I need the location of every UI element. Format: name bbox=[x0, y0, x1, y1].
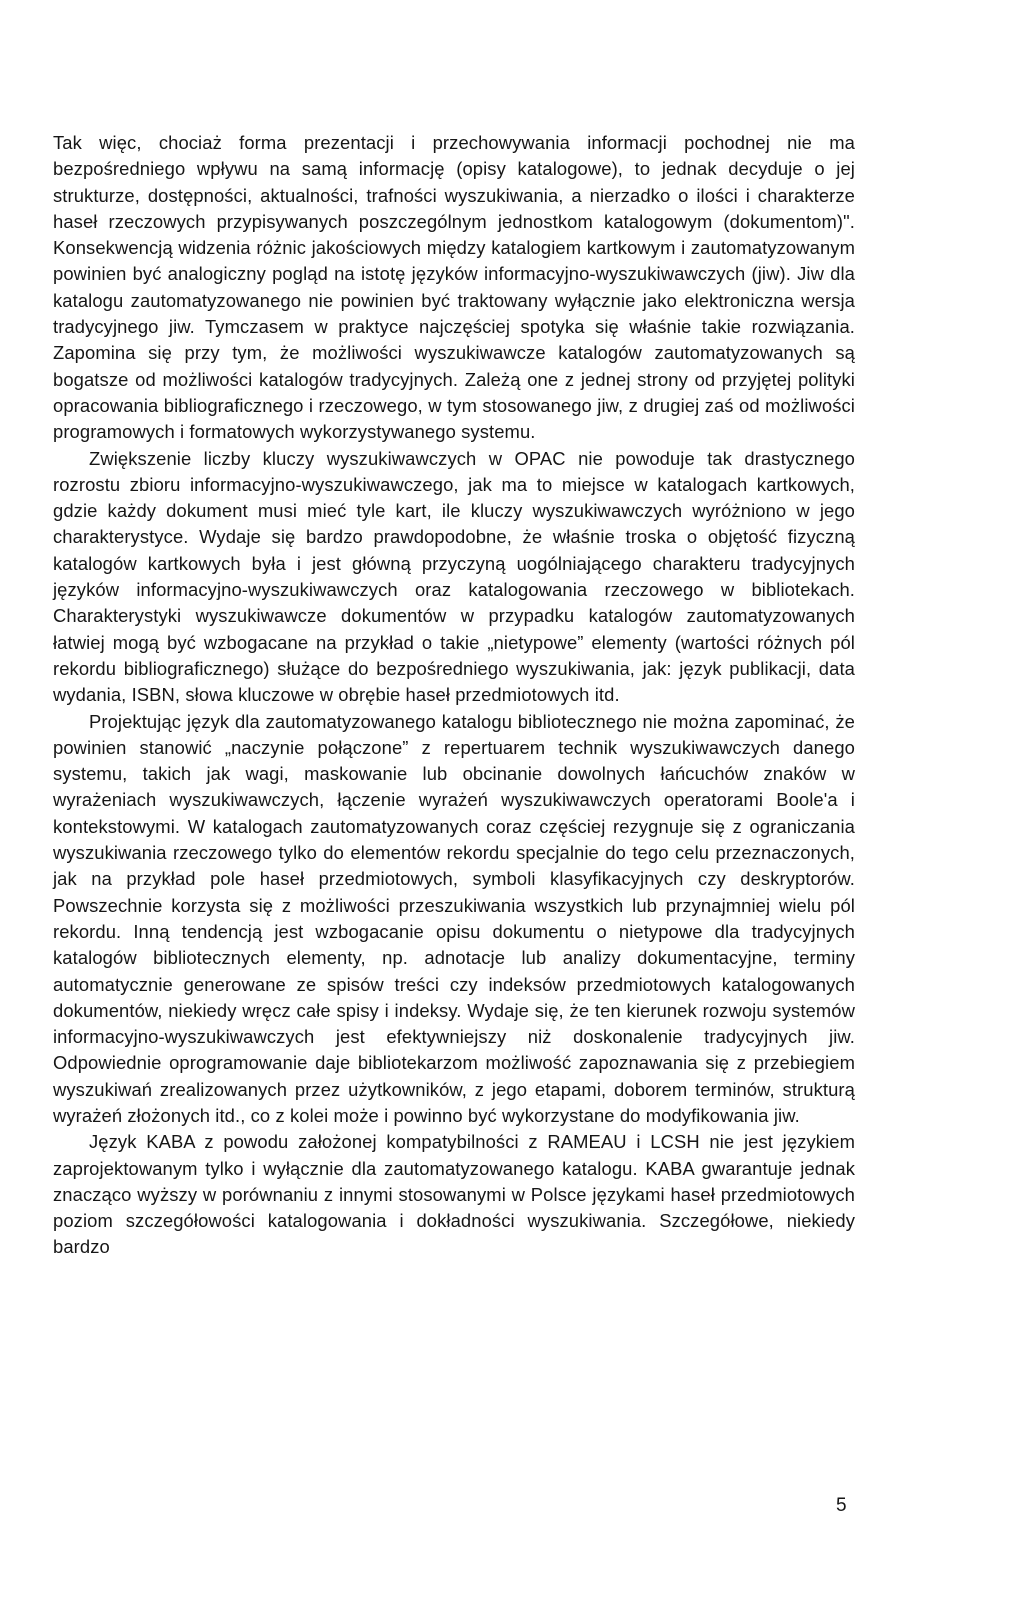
body-text bbox=[53, 130, 855, 1261]
paragraph-2: Zwiększenie liczby kluczy wyszukiwawczych w OPAC nie powoduje tak drastycznego rozrostu zbioru informacyjno-wyszukiwawczego, jak ma to miejsce w katalogach kartkowych, gdzie każdy dokument musi mieć tyle kart, ile kluczy wyszukiwawczych wyróżniono w jego charakterystyce. Wydaje się bardzo prawdopodobne, że właśnie troska o objętość fizyczną katalogów kartkowych była i jest główną przyczyną uogólniającego charakteru tradycyjnych języków informacyjno-wyszukiwawczych oraz katalogowania rzeczowego w bibliotekach. Charakterystyki wyszukiwawcze dokumentów w przypadku katalogów zautomatyzowanych łatwiej mogą być wzbogacane na przykład o takie „nietypowe” elementy (wartości różnych pól rekordu bibliograficznego) służące do bezpośredniego wyszukiwania, jak: język publikacji, data wydania, ISBN, słowa kluczowe w obrębie haseł przedmiotowych itd. bbox=[53, 447, 855, 706]
page-number: 5 bbox=[836, 1495, 847, 1516]
paragraph-3: Projektując język dla zautomatyzowanego katalogu bibliotecznego nie można zapominać, że powinien stanowić „naczynie połączone” z repertuarem technik wyszukiwawczych danego systemu, takich jak wagi, maskowanie lub obcinanie dowolnych łańcuchów znaków w wyrażeniach wyszukiwawczych, łączenie wyrażeń wyszukiwawczych operatorami Boole'a i kontekstowymi. W katalogach zautomatyzowanych coraz częściej rezygnuje się z ograniczania wyszukiwania rzeczowego tylko do elementów rekordu specjalnie do tego celu przeznaczonych, jak na przykład pole haseł przedmiotowych, symboli klasyfikacyjnych czy deskryptorów. Powszechnie korzysta się z możliwości przeszukiwania wszystkich lub przynajmniej wielu pól rekordu. Inną tendencją jest wzbogacanie opisu dokumentu o nietypowe dla tradycyjnych katalogów bibliotecznych elementy, np. adnotacje lub analizy dokumentacyjne, terminy automatycznie generowane ze spisów treści czy indeksów przedmiotowych katalogowanych dokumentów, niekiedy wręcz całe spisy i indeksy. Wydaje się, że ten kierunek rozwoju systemów informacyjno-wyszukiwawczych jest efektywniejszy niż doskonalenie tradycyjnych jiw. Odpowiednie oprogramowanie daje bibliotekarzom możliwość zapoznawania się z przebiegiem wyszukiwań zrealizowanych przez użytkowników, z jego etapami, doborem terminów, strukturą wyrażeń złożonych itd., co z kolei może i powinno być wykorzystane do modyfikowania jiw. bbox=[53, 710, 855, 1126]
paragraph-4: Język KABA z powodu założonej kompatybilności z RAMEAU i LCSH nie jest językiem zaprojektowanym tylko i wyłącznie dla zautomatyzowanego katalogu. KABA gwarantuje jednak znacząco wyższy w porównaniu z innymi stosowanymi w Polsce językami haseł przedmiotowych poziom szczegółowości katalogowania i dokładności wyszukiwania. Szczegółowe, niekiedy bardzo bbox=[53, 1131, 855, 1258]
paragraph-1: Tak więc, chociaż forma prezentacji i przechowywania informacji pochodnej nie ma bezpośredniego wpływu na samą informację (opisy katalogowe), to jednak decyduje o jej strukturze, dostępności, aktualności, trafności wyszukiwania, a nierzadko o ilości i charakterze haseł rzeczowych przypisywanych poszczególnym jednostkom katalogowym (dokumentom)". Konsekwencją widzenia różnic jakościowych między katalogiem kartkowym i zautomatyzowanym powinien być analogiczny pogląd na istotę języków informacyjno-wyszukiwawczych (jiw). Jiw dla katalogu zautomatyzowanego nie powinien być traktowany wyłącznie jako elektroniczna wersja tradycyjnego jiw. Tymczasem w praktyce najczęściej spotyka się właśnie takie rozwiązania. Zapomina się przy tym, że możliwości wyszukiwawcze katalogów zautomatyzowanych są bogatsze od możliwości katalogów tradycyjnych. Zależą one z jednej strony od przyjętej polityki opracowania bibliograficznego i rzeczowego, w tym stosowanego jiw, z drugiej zaś od możliwości programowych i formatowych wykorzystywanego systemu. bbox=[53, 132, 855, 443]
